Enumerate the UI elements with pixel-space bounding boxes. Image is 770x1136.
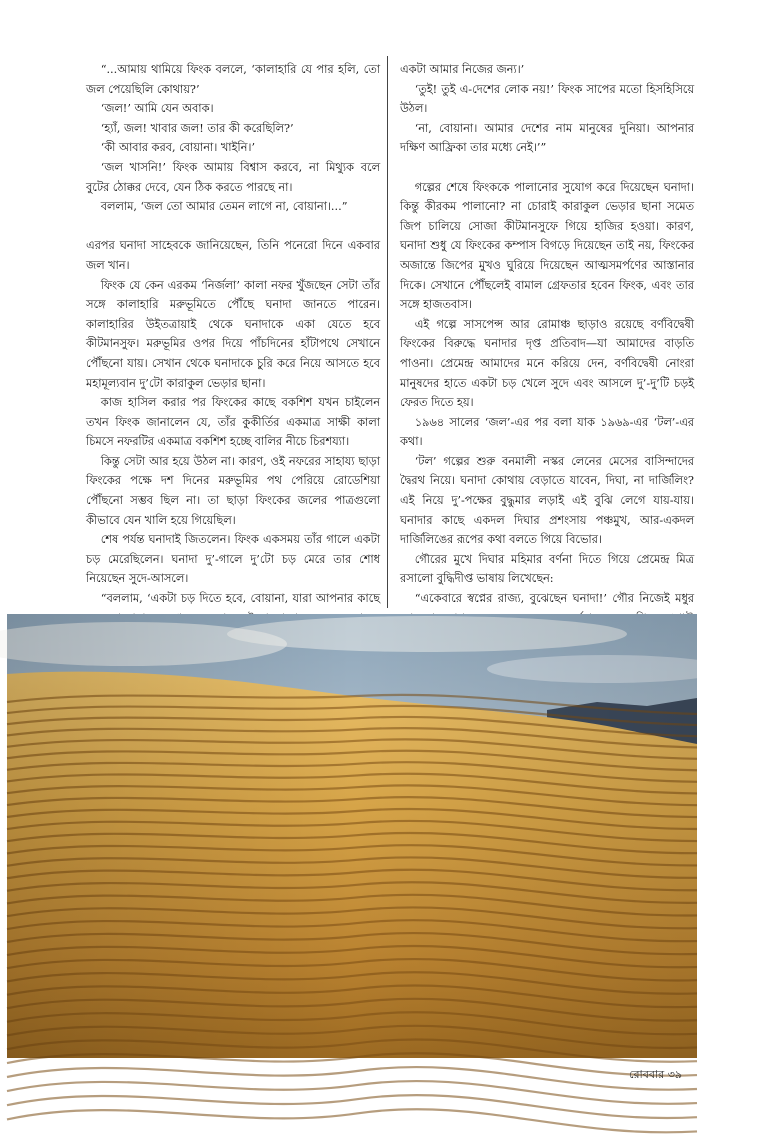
- paragraph: “বললাম, ‘একটা চড় দিতে হবে, বোয়ানা, যারা আপনার কাছে: [100, 592, 380, 606]
- paragraph: ‘টল’ গল্পের শুরু বনমালী নস্কর লেনের মেসের বাসিন্দাদের দ্বৈরথ নিয়ে। ঘনাদা কোথায় বেড়াতে যাবেন, দিঘা, না দার্জিলিং? এই নিয়ে দু’-পক্ষের বুদ্ধুমার লড়াই এই বুঝি লেগে যায়-যায়। ঘনাদার কাছে একদল দিঘার প্রশংসায় পঞ্চমুখ, আর-একদল দার্জিলিঙের রূপের কথা বলতে গিয়ে বিভোর।: [400, 454, 694, 547]
- right-column: [400, 60, 694, 608]
- desert-dunes-photo: [7, 614, 697, 1058]
- paragraph: ‘জল খাসনি!’ ফিংক আমায় বিশ্বাস করবে, না মিথ্যুক বলে বুটের ঠোক্কর দেবে, যেন ঠিক করতে পারছে না।: [86, 160, 380, 194]
- paragraph: কিন্তু সেটা আর হয়ে উঠল না। কারণ, ওই নফরের সাহায্য ছাড়া ফিংকের পক্ষে দশ দিনের মরুভূমির পথ পেরিয়ে রোডেশিয়া পৌঁছনো সম্ভব ছিল না। তা ছাড়া ফিংকের জলের পাত্রগুলো কীভাবে যেন খালি হয়ে গিয়েছিল।: [86, 454, 380, 527]
- paragraph: ‘না, বোয়ানা। আমার দেশের নাম মানুষের দুনিয়া। আপনার দক্ষিণ আফ্রিকা তার মধ্যে নেই।’”: [400, 121, 694, 155]
- paragraph: ‘তুই! তুই এ-দেশের লোক নয়!’ ফিংক সাপের মতো হিসহিসিয়ে উঠল।: [400, 82, 694, 116]
- paragraph: এই গল্পে সাসপেন্স আর রোমাঞ্চ ছাড়াও রয়েছে বর্ণবিদ্বেষী ফিংকের বিরুদ্ধে ঘনাদার দৃপ্ত প্রতিবাদ—যা আমাদের বাড়তি পাওনা। প্রেমেন্দ্র আমাদের মনে করিয়ে দেন, বর্ণবিদ্বেষী নোংরা মানুষদের হাতে একটা চড় খেলে সুদে এবং আসলে দু’-দু’টি চড়ই ফেরত দিতে হয়।: [400, 317, 694, 410]
- paragraph: কাজ হাসিল করার পর ফিংকের কাছে বকশিশ যখন চাইলেন তখন ফিংক জানালেন যে, তাঁর কুকীর্তির একমাত্র সাক্ষী কালা চিমসে নফরটির একমাত্র বকশিশ হচ্ছে বালির নীচে চিরশয্যা।: [86, 396, 380, 449]
- paragraph: শেষ পর্যন্ত ঘনাদাই জিতলেন। ফিংক একসময় তাঁর গালে একটা চড় মেরেছিলেন। ঘনাদা দু’-গালে দু’টো চড় মেরে তার শোধ নিয়েছেন সুদে-আসলে।: [86, 533, 380, 586]
- paragraph: ‘কী আবার করব, বোয়ানা। খাইনি।’: [100, 141, 256, 155]
- left-column: [86, 60, 380, 608]
- paragraph: ‘হ্যাঁ, জল! খাবার জল! তার কী করেছিলি?’: [100, 121, 294, 135]
- paragraph: এরপর ঘনাদা সাহেবকে জানিয়েছেন, তিনি পনেরো দিনে একবার জল খান।: [86, 239, 380, 272]
- paragraph: একটা আমার নিজের জন্য।’: [400, 63, 525, 76]
- paragraph: ১৯৬৪ সালের ‘জল’-এর পর বলা যাক ১৯৬৯-এর ‘টল’-এর কথা।: [400, 415, 694, 449]
- column-divider: [387, 56, 388, 608]
- page-footer: রোববার ৩৯: [629, 1068, 682, 1081]
- paragraph: গল্পের শেষে ফিংককে পালানোর সুযোগ করে দিয়েছেন ঘনাদা। কিন্তু কীরকম পালানো? না চোরাই কারাকুল ভেড়ার ছানা সমেত জিপ চালিয়ে সোজা কীটমানসুফে গিয়ে হাজির হওয়া। কারণ, ঘনাদা শুধু যে ফিংকের কম্পাস বিগড়ে দিয়েছেন তাই নয়, ফিংকের অজান্তে জিপের মুখও ঘুরিয়ে দিয়েছেন আত্মসমর্পণের আস্তানার দিকে। সেখানে পৌঁছলেই বামাল গ্রেফতার হবেন ফিংক, এবং তার সঙ্গে হাজতবাস।: [400, 180, 694, 312]
- paragraph: “একেবারে স্বপ্নের রাজ্য, বুঝেছেন ঘনাদা!’ গৌর নিজেই মধুর: [414, 592, 694, 606]
- paragraph: ‘জল!’ আমি যেন অবাক।: [100, 102, 214, 116]
- paragraph: ফিংক যে কেন এরকম ‘নির্জলা’ কালা নফর খুঁজছেন সেটা তাঁর সঙ্গে কালাহারি মরুভূমিতে পৌঁছে ঘনাদা জানতে পারেন। কালাহারির উইতত্রায়াই থেকে ঘনাদাকে একা যেতে হবে কীটমানসুফ। মরুভূমির ওপর দিয়ে পাঁচদিনের হাঁটাপথে সেখানে পৌঁছনো যায়। সেখান থেকে ঘনাদাকে চুরি করে নিয়ে আসতে হবে মহামূল্যবান দু’টো কারাকুল ভেড়ার ছানা।: [86, 278, 380, 390]
- paragraph: গৌরের মুখে দিঘার মহিমার বর্ণনা দিতে গিয়ে প্রেমেন্দ্র মিত্র রসালো বুদ্ধিদীপ্ত ভাষায় লিখেছেন:: [400, 552, 694, 586]
- paragraph: বললাম, ‘জল তো আমার তেমন লাগে না, বোয়ানা।...”: [100, 200, 348, 214]
- paragraph: “...আমায় থামিয়ে ফিংক বললে, ‘কালাহারি যে পার হলি, তো জল পেয়েছিলি কোথায়?’: [86, 63, 380, 96]
